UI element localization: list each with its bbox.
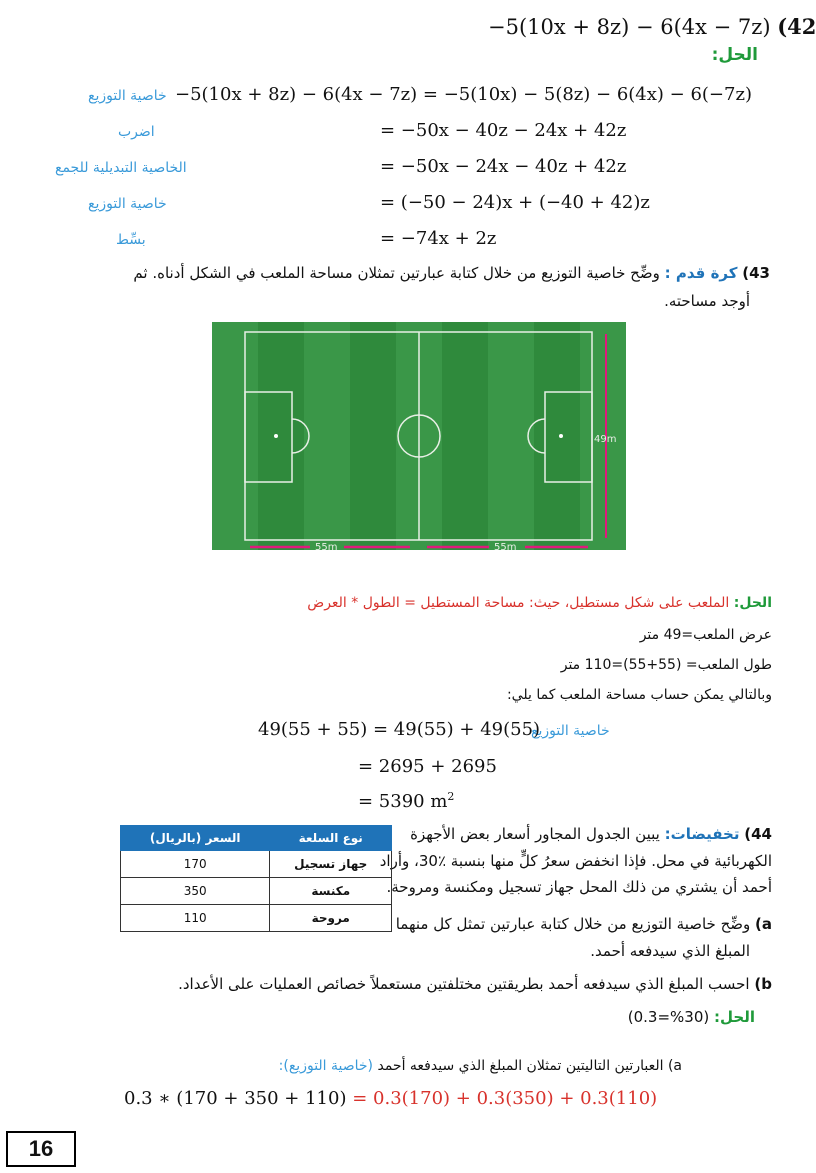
price-cell: 350	[121, 878, 270, 905]
page-number: 16	[6, 1131, 76, 1167]
q43-solution-text: الملعب على شكل مستطيل، حيث: مساحة المستطيل = الطول * العرض	[307, 595, 730, 611]
q42-step1-math: −5(10x + 8z) − 6(4x − 7z) = −5(10x) − 5(8z) − 6(4x) − 6(−7z)	[175, 84, 752, 105]
q42-step2-math: = −50x − 40z − 24x + 42z	[380, 120, 627, 141]
q44-number: 44)	[744, 825, 772, 843]
q42-step1-reason: خاصية التوزيع	[88, 88, 167, 104]
q43-therefore-line: وبالتالي يمكن حساب مساحة الملعب كما يلي:	[506, 687, 772, 703]
q42-step3-math: = −50x − 24x − 40z + 42z	[380, 156, 627, 177]
q42-step4-reason: خاصية التوزيع	[88, 196, 167, 212]
q43-text-line1: 43) كرة قدم : وضِّح خاصية التوزيع من خلال كتابة عبارتين تمثلان مساحة الملعب في الشكل أدناه. ثم	[133, 264, 770, 282]
q43-number: 43)	[742, 264, 770, 282]
pitch-lines	[245, 332, 592, 540]
table-row	[121, 878, 392, 905]
q44-b-letter: b)	[754, 975, 772, 993]
q44-a-letter: a)	[755, 915, 772, 933]
q44-solution-line	[628, 1008, 755, 1026]
q42-step3-reason: الخاصية التبديلية للجمع	[55, 160, 187, 176]
price-header: السعر (بالريال)	[121, 826, 270, 851]
width-label: 49m	[594, 434, 617, 445]
q43-calc3: = 5390 $m^2$	[358, 790, 455, 812]
q43-solution-label: الحل:	[733, 595, 772, 611]
price-cell: 170	[121, 851, 270, 878]
q44-text-line2: الكهربائية في محل. فإذا انخفض سعرُ كلٍّ منها بنسبة ٪30، وأراد	[379, 852, 772, 870]
price-cell: 110	[121, 905, 270, 932]
q43-calc2: = 2695 + 2695	[358, 756, 497, 777]
q44-title: تخفيضات:	[664, 825, 740, 843]
table-row	[121, 851, 392, 878]
q44-solution-label: الحل:	[714, 1008, 755, 1026]
q44-a-line2: المبلغ الذي سيدفعه أحمد.	[590, 942, 750, 960]
item-header: نوع السلعة	[270, 826, 392, 851]
q42-expression: −5(10x + 8z) − 6(4x − 7z) (42	[488, 14, 816, 39]
q43-title: كرة قدم :	[664, 264, 738, 282]
item-cell: مروحة	[270, 905, 392, 932]
item-cell: جهاز تسجيل	[270, 851, 392, 878]
item-cell: مكنسة	[270, 878, 392, 905]
table-row	[121, 905, 392, 932]
q42-step4-math: = (−50 − 24)x + (−40 + 42)z	[380, 192, 650, 213]
q43-width-line: عرض الملعب=49 متر	[639, 627, 772, 643]
price-table	[120, 825, 392, 932]
right-penalty-spot	[559, 434, 563, 438]
q44-part-a-letter: a)	[667, 1058, 682, 1074]
q44-part-a-reason: (خاصية التوزيع):	[278, 1058, 374, 1074]
q42-number: (42	[777, 14, 816, 39]
q42-solution-label: الحل:	[711, 45, 758, 65]
left-penalty-spot	[274, 434, 278, 438]
q44-b-line: b) احسب المبلغ الذي سيدفعه أحمد بطريقتين مختلفتين مستعملاً خصائص العمليات على الأعداد.	[178, 975, 772, 993]
q43-reason: خاصية التوزيع	[531, 723, 610, 739]
q43-calc1: 49(55 + 55) = 49(55) + 49(55)	[258, 719, 541, 740]
q44-text-line3: أحمد أن يشتري من ذلك المحل جهاز تسجيل ومكنسة ومروحة.	[386, 878, 772, 896]
q42-step5-reason: بسِّط	[116, 232, 146, 248]
q43-solution-line	[307, 595, 772, 611]
soccer-field-image	[212, 322, 626, 553]
q43-text-line2: أوجد مساحته.	[664, 292, 750, 310]
soccer-field-drawing	[212, 322, 626, 553]
q44-solution-pct: (30%=0.3)	[627, 1008, 710, 1026]
q43-length-line: طول الملعب= (55+55)=110 متر	[560, 657, 772, 673]
q44-part-a-line: a) العبارتين التاليتين تمثلان المبلغ الذي سيدفعه أحمد (خاصية التوزيع):	[278, 1058, 682, 1074]
length-label-left: 55m	[315, 542, 338, 553]
q44-a-line1: a) وضِّح خاصية التوزيع من خلال كتابة عبارتين تمثل كل منهما	[395, 915, 772, 933]
q44-text-line1: 44) تخفيضات: يبين الجدول المجاور أسعار بعض الأجهزة	[410, 825, 772, 843]
length-label-right: 55m	[494, 542, 517, 553]
q42-step5-math: = −74x + 2z	[380, 228, 497, 249]
q42-step2-reason: اضرب	[118, 124, 155, 140]
q44-final-expression: 0.3 ∗ (170 + 350 + 110) = 0.3(170) + 0.3(350) + 0.3(110)	[124, 1088, 658, 1109]
price-table-header	[121, 826, 392, 851]
